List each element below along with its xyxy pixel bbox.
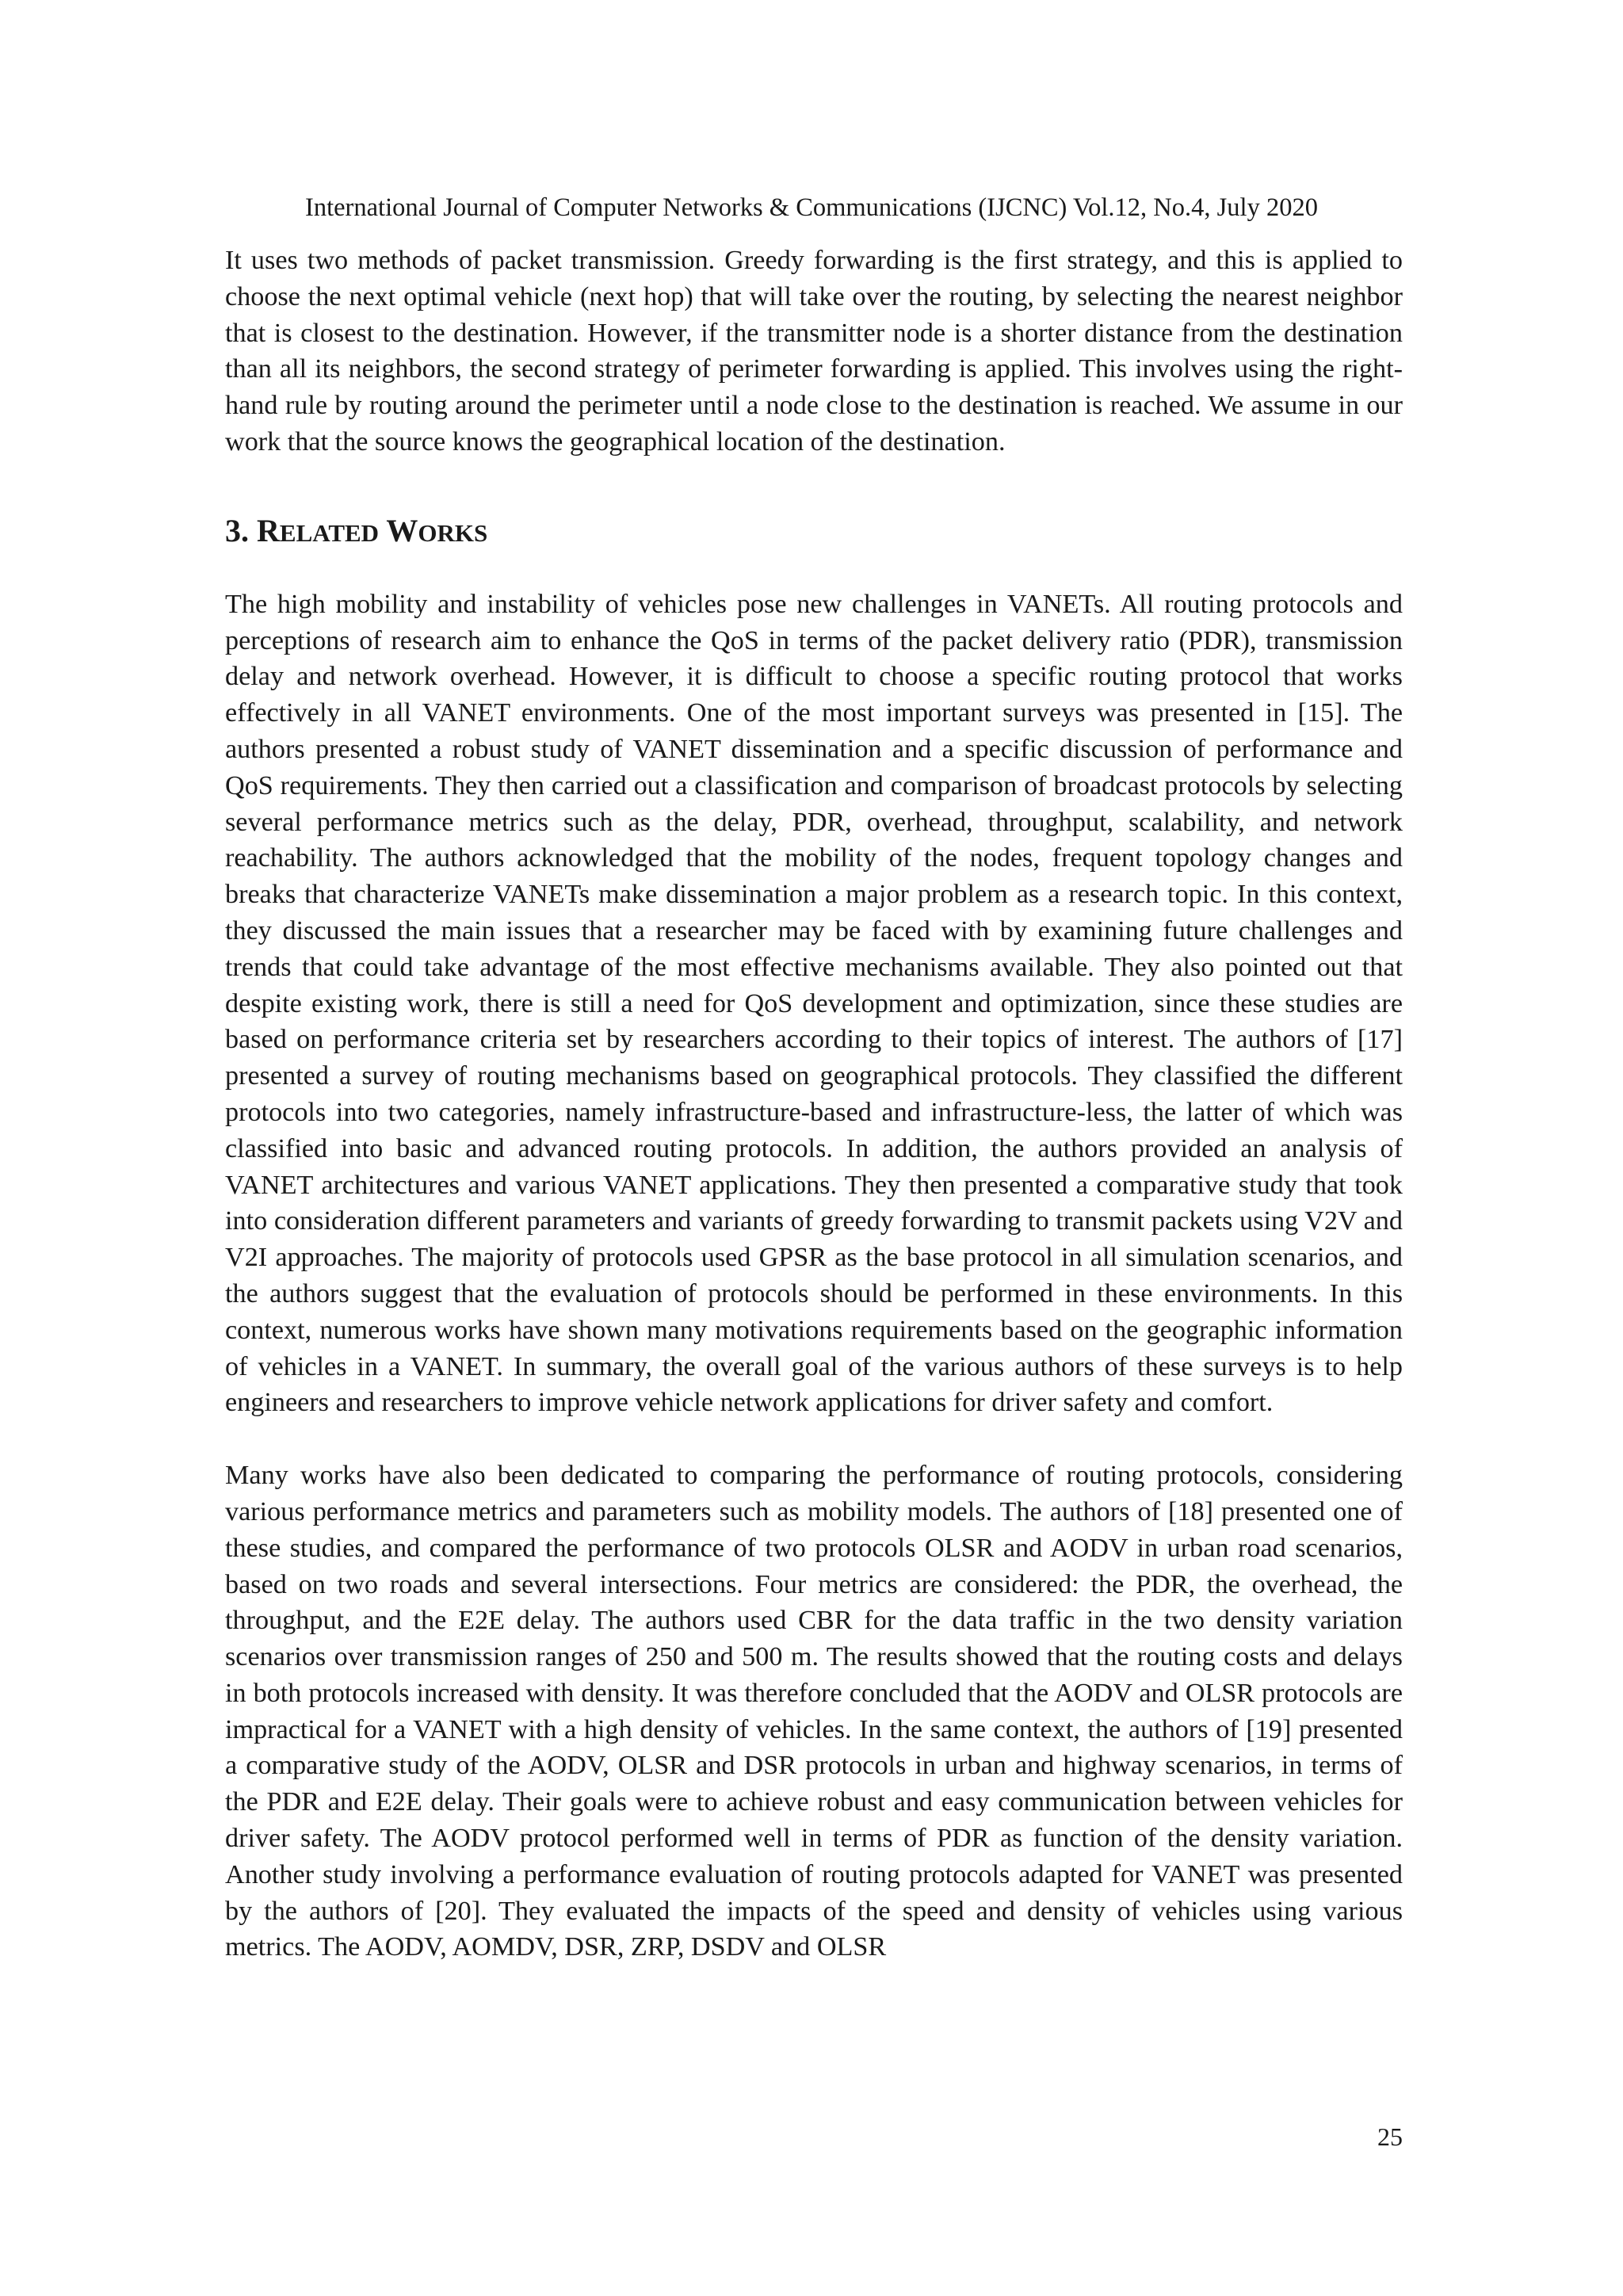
body-paragraph: Many works have also been dedicated to comparing the performance of routing protocols, considering various performance metrics and parameters such as mobility models. The authors of [18] presented one of these studies, and compared the performance of two protocols OLSR and AODV in urban road scenarios, based on two roads and several intersections. Four metrics are considered: the PDR, the overhead, the throughput, and the E2E delay. The authors used CBR for the data traffic in the two density variation scenarios over transmission ranges of 250 and 500 m. The results showed that the routing costs and delays in both protocols increased with density. It was therefore concluded that the AODV and OLSR protocols are impractical for a VANET with a high density of vehicles. In the same context, the authors of [19] presented a comparative study of the AODV, OLSR and DSR protocols in urban and highway scenarios, in terms of the PDR and E2E delay. Their goals were to achieve robust and easy communication between vehicles for driver safety. The AODV protocol performed well in terms of PDR as function of the density variation. Another study involving a performance evaluation of routing protocols adapted for VANET was presented by the authors of [20]. They evaluated the impacts of the speed and density of vehicles using various metrics. The AODV, AOMDV, DSR, ZRP, DSDV and OLSR xyxy=(225,1461,1403,1962)
section-title-initial-r: R xyxy=(257,512,280,548)
section-number: 3. xyxy=(225,512,249,548)
body-paragraph: The high mobility and instability of vehicles pose new challenges in VANETs. All routing protocols and perceptions of research aim to enhance the QoS in terms of the packet delivery ratio (PDR), transmission delay and network overhead. However, it is difficult to choose a specific routing protocol that works effectively in all VANET environments. One of the most important surveys was presented in [15]. The authors presented a robust study of VANET dissemination and a specific discussion of performance and QoS requirements. They then carried out a classification and comparison of broadcast protocols by selecting several performance metrics such as the delay, PDR, overhead, throughput, scalability, and network reachability. The authors acknowledged that the mobility of the nodes, frequent topology changes and breaks that characterize VANETs make dissemination a major problem as a research topic. In this context, they discussed the main issues that a researcher may be faced with by examining future challenges and trends that could take advantage of the most effective mechanisms available. They also pointed out that despite existing work, there is still a need for QoS development and optimization, since these studies are based on performance criteria set by researchers according to their topics of interest. The authors of [17] presented a survey of routing mechanisms based on geographical protocols. They classified the different protocols into two categories, namely infrastructure-based and infrastructure-less, the latter of which was classified into basic and advanced routing protocols. In addition, the authors provided an analysis of VANET architectures and various VANET applications. They then presented a comparative study that took into consideration different parameters and variants of greedy forwarding to transmit packets using V2V and V2I approaches. The majority of protocols used GPSR as the base protocol in all simulation scenarios, and the authors suggest that the evaluation of protocols should be performed in these environments. In this context, numerous works have shown many motivations requirements based on the geographic information of vehicles in a VANET. In summary, the overall goal of the various authors of these surveys is to help engineers and researchers to improve vehicle network applications for driver safety and comfort. xyxy=(225,589,1403,1418)
section-heading xyxy=(225,511,1403,553)
section-title-initial-w: W xyxy=(386,512,418,548)
page-body xyxy=(225,243,1403,1966)
running-header: International Journal of Computer Networks & Communications (IJCNC) Vol.12, No.4, July 2020 xyxy=(305,193,1318,222)
section-title-smallcaps-elated: ELATED xyxy=(279,518,380,547)
section-title-smallcaps-orks: ORKS xyxy=(418,518,488,547)
page-number: 25 xyxy=(1377,2122,1403,2151)
intro-paragraph: It uses two methods of packet transmission. Greedy forwarding is the first strategy, and this is applied to choose the next optimal vehicle (next hop) that will take over the routing, by selecting the nearest neighbor that is closest to the destination. However, if the transmitter node is a shorter distance from the destination than all its neighbors, the second strategy of perimeter forwarding is applied. This involves using the right-hand rule by routing around the perimeter until a node close to the destination is reached. We assume in our work that the source knows the geographical location of the destination. xyxy=(225,246,1403,457)
